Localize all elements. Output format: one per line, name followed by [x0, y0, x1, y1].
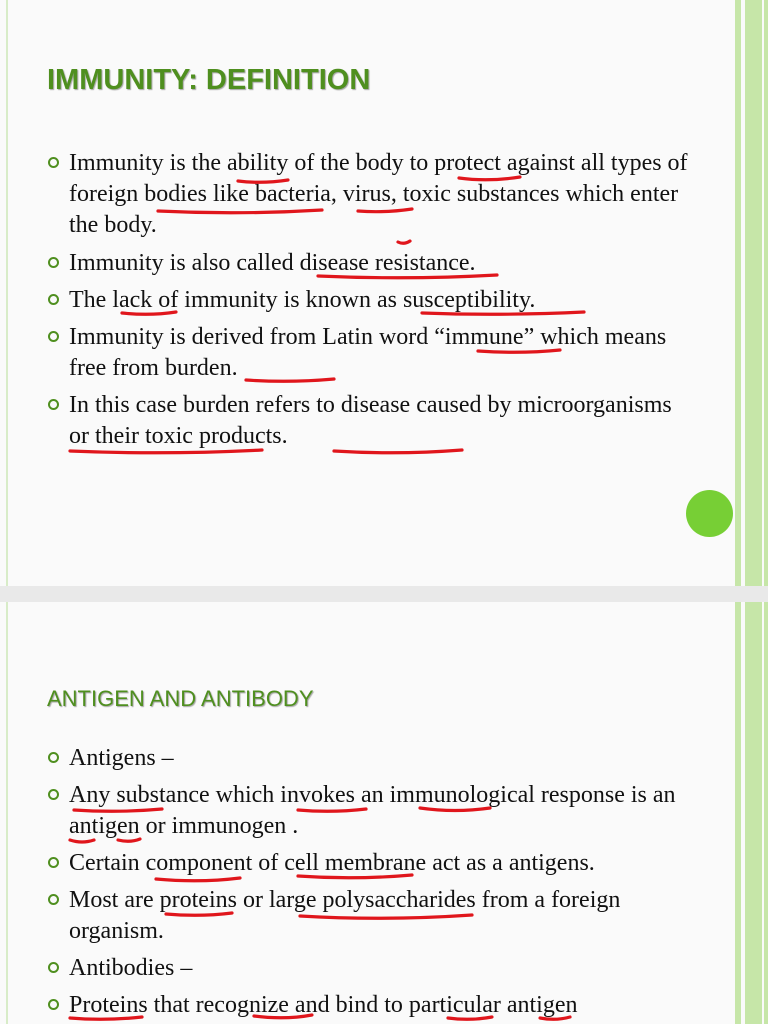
- circle-bullet-icon: [48, 294, 59, 305]
- list-item: [69, 990, 689, 1021]
- slide-title: ANTIGEN AND ANTIBODY: [47, 686, 314, 711]
- bullet-text: In this case burden refers to disease caused by microorganisms or their toxic products.: [69, 392, 672, 449]
- list-item: [69, 780, 689, 842]
- slide-right-stripe: [764, 0, 768, 586]
- slide-right-stripe: [745, 0, 762, 586]
- bullet-text: Certain component of cell membrane act as a antigens.: [69, 850, 595, 876]
- bullet-text: The lack of immunity is known as susceptibility.: [69, 287, 536, 313]
- circle-bullet-icon: [48, 752, 59, 763]
- circle-bullet-icon: [48, 399, 59, 410]
- list-item: [69, 885, 689, 947]
- bullet-text: Proteins that recognize and bind to particular antigen: [69, 992, 578, 1018]
- slide-right-stripe: [735, 0, 741, 586]
- list-item: [69, 248, 689, 279]
- bullet-text: Antibodies –: [69, 955, 193, 981]
- circle-bullet-icon: [48, 789, 59, 800]
- bullet-text: Antigens –: [69, 745, 174, 771]
- list-item: [69, 390, 689, 452]
- bullet-text: Any substance which invokes an immunological response is an antigen or immunogen .: [69, 782, 676, 839]
- circle-bullet-icon: [48, 257, 59, 268]
- slide-right-stripe: [745, 602, 762, 1024]
- bullet-text: Immunity is also called disease resistance.: [69, 250, 476, 276]
- slide-title: IMMUNITY: DEFINITION: [47, 64, 371, 96]
- list-item: [69, 148, 689, 241]
- list-item: [69, 285, 689, 316]
- list-item: [69, 848, 689, 879]
- circle-bullet-icon: [48, 857, 59, 868]
- slide-left-border: [6, 602, 8, 1024]
- circle-bullet-icon: [48, 331, 59, 342]
- bullet-text: Immunity is derived from Latin word “immune” which means free from burden.: [69, 324, 667, 381]
- list-item: [69, 322, 689, 384]
- slide-right-stripe: [764, 602, 768, 1024]
- bullet-text: Immunity is the ability of the body to protect against all types of foreign bodies like bacteria, virus, toxic substances which enter the body.: [69, 150, 688, 238]
- list-item: [69, 953, 689, 984]
- slide-left-border: [6, 0, 8, 586]
- circle-bullet-icon: [48, 962, 59, 973]
- list-item: [69, 743, 689, 774]
- circle-bullet-icon: [48, 157, 59, 168]
- circle-bullet-icon: [48, 894, 59, 905]
- circle-bullet-icon: [48, 999, 59, 1010]
- slide-right-stripe: [735, 602, 741, 1024]
- decorative-green-circle: [686, 490, 733, 537]
- bullet-text: Most are proteins or large polysaccharides from a foreign organism.: [69, 887, 621, 944]
